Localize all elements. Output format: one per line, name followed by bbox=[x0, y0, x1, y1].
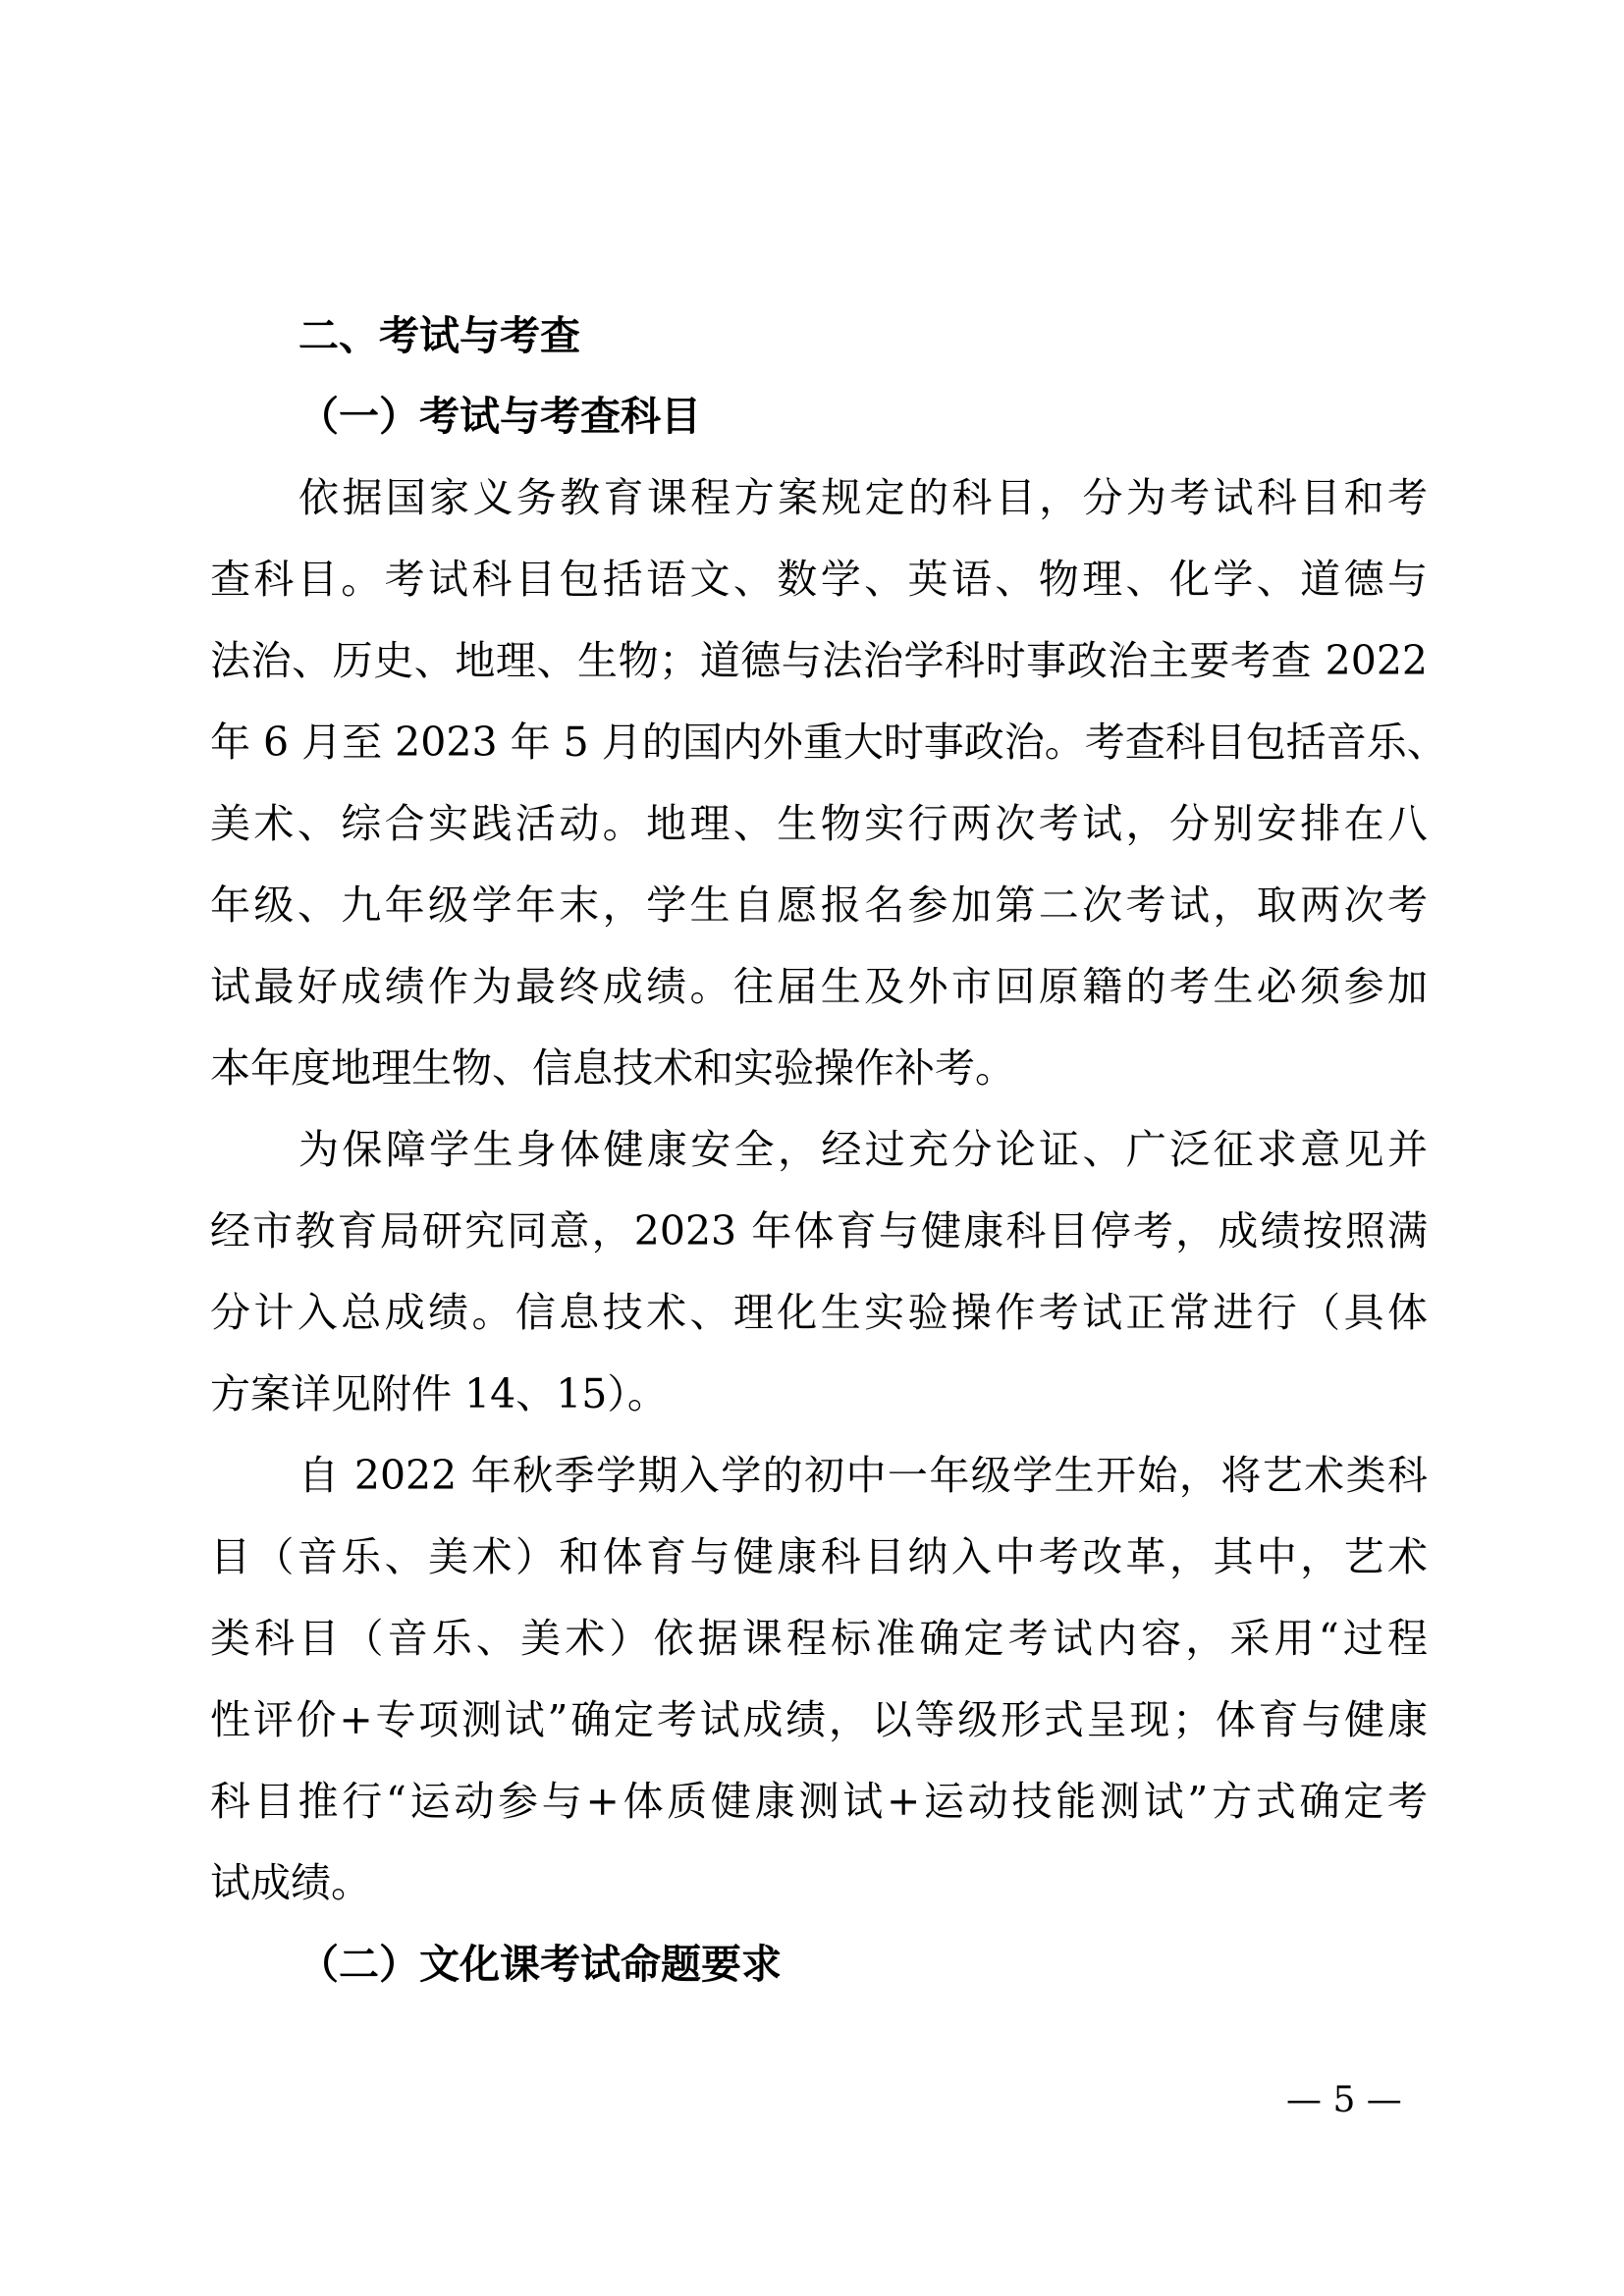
subsection-heading-2: （二）文化课考试命题要求 bbox=[298, 1941, 782, 1988]
paragraph-3-line-1: 自 2022 年秋季学期入学的初中一年级学生开始，将艺术类科 bbox=[298, 1452, 1428, 1499]
page-number: — 5 — bbox=[1286, 2080, 1402, 2120]
paragraph-3-line-3: 类科目（音乐、美术）依据课程标准确定考试内容，采用“过程 bbox=[210, 1615, 1428, 1662]
paragraph-3-line-2: 目（音乐、美术）和体育与健康科目纳入中考改革，其中，艺术 bbox=[210, 1533, 1428, 1580]
section-heading: 二、考试与考查 bbox=[298, 312, 580, 359]
paragraph-1-line-8: 本年度地理生物、信息技术和实验操作补考。 bbox=[210, 1044, 1015, 1092]
paragraph-3-line-4: 性评价+专项测试”确定考试成绩，以等级形式呈现；体育与健康 bbox=[210, 1696, 1428, 1743]
paragraph-1-line-5: 美术、综合实践活动。地理、生物实行两次考试，分别安排在八 bbox=[210, 800, 1428, 847]
paragraph-1-line-7: 试最好成绩作为最终成绩。往届生及外市回原籍的考生必须参加 bbox=[210, 963, 1428, 1010]
paragraph-2-line-1: 为保障学生身体健康安全，经过充分论证、广泛征求意见并 bbox=[298, 1126, 1428, 1173]
paragraph-2-line-3: 分计入总成绩。信息技术、理化生实验操作考试正常进行（具体 bbox=[210, 1289, 1428, 1336]
paragraph-1-line-2: 查科目。考试科目包括语文、数学、英语、物理、化学、道德与 bbox=[210, 556, 1428, 603]
subsection-heading-1: （一）考试与考查科目 bbox=[298, 393, 701, 440]
paragraph-3-line-5: 科目推行“运动参与+体质健康测试+运动技能测试”方式确定考 bbox=[210, 1778, 1428, 1825]
paragraph-1-line-1: 依据国家义务教育课程方案规定的科目，分为考试科目和考 bbox=[298, 474, 1428, 521]
paragraph-2-line-2: 经市教育局研究同意，2023 年体育与健康科目停考，成绩按照满 bbox=[210, 1207, 1428, 1255]
paragraph-1-line-3: 法治、历史、地理、生物；道德与法治学科时事政治主要考查 2022 bbox=[210, 637, 1428, 684]
paragraph-2-line-4: 方案详见附件 14、15）。 bbox=[210, 1370, 668, 1417]
paragraph-1-line-4: 年 6 月至 2023 年 5 月的国内外重大时事政治。考查科目包括音乐、 bbox=[210, 719, 1447, 766]
paragraph-3-line-6: 试成绩。 bbox=[210, 1859, 371, 1906]
paragraph-1-line-6: 年级、九年级学年末，学生自愿报名参加第二次考试，取两次考 bbox=[210, 881, 1428, 929]
